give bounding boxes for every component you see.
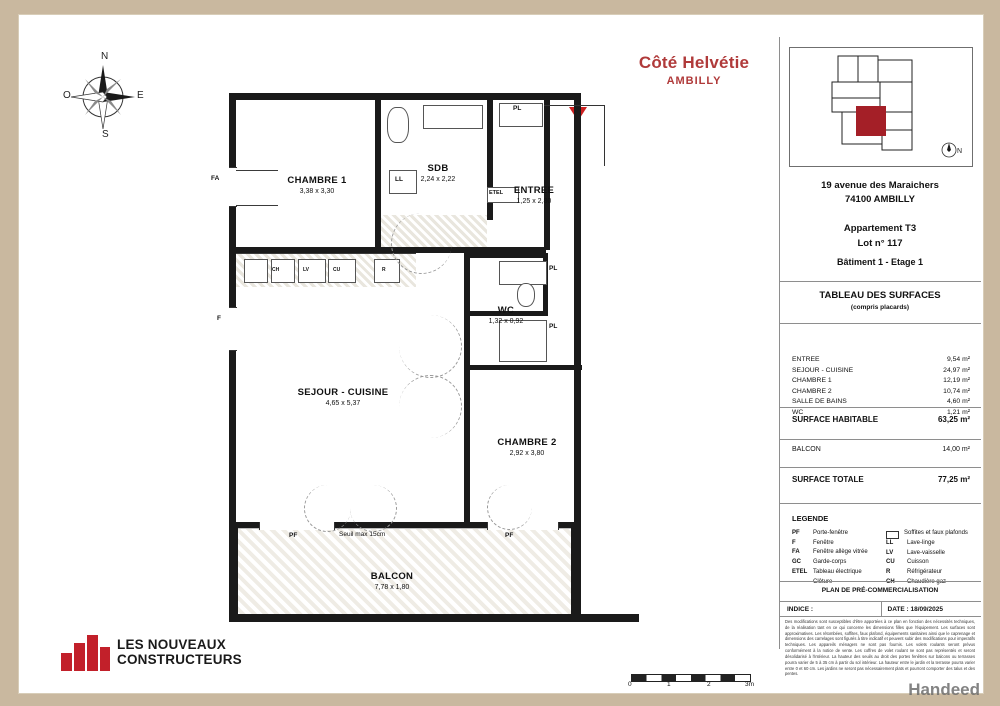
company-logo <box>59 633 289 675</box>
room-label-sejour-cuisine: SEJOUR - CUISINE 4,65 x 5,37 <box>297 387 389 407</box>
tag-ch: CH <box>272 267 280 273</box>
tag-r: R <box>382 267 386 273</box>
surface-list <box>792 355 970 418</box>
balcony-wall-left <box>229 522 238 622</box>
window-sejour <box>229 307 237 351</box>
door-swing-balcony-c <box>487 485 532 530</box>
toilet <box>517 283 535 307</box>
scale-bar-graphic <box>631 674 751 682</box>
tag-pl-2: PL <box>549 265 558 272</box>
room-label-chambre2: CHAMBRE 2 2,92 x 3,80 <box>497 437 557 457</box>
door-swing-balcony-b <box>350 485 397 532</box>
tag-f-left: F <box>217 315 221 322</box>
legend-item: ETEL Tableau électrique <box>792 568 862 575</box>
closet-line-1 <box>236 170 278 171</box>
address-line-1: 19 avenue des Maraichers <box>821 180 939 191</box>
apartment-info <box>781 221 979 251</box>
building-floor: Bâtiment 1 - Etage 1 <box>836 257 924 267</box>
door-swing-balcony-a <box>304 485 351 532</box>
surface-table-subtitle: (compris placards) <box>850 304 910 311</box>
logo-line-1: LES NOUVEAUX <box>117 637 226 652</box>
scale-tick-0: 0 <box>628 681 632 688</box>
room-label-sdb: SDB 2,24 x 2,22 <box>420 163 456 183</box>
soffit-swatch-icon <box>886 531 899 539</box>
wall-wc-top <box>470 253 548 258</box>
tag-pf-left: PF <box>289 532 298 539</box>
surface-row: CHAMBRE 2 10,74 m² <box>792 387 970 395</box>
disclaimer-text: Des modifications sont susceptibles d'être apportées à ce plan en fonction des nécessités techniques, de la réalisation tant en ce qui concerne les dimensions filles que l'équipement. Les surfaces sont approximatives. Les rétombées, soffites, faux plafond, équipements sanitaires ainsi que le caprenage et dimensions des carrelages sont figurés à titre indicatif et peuvent subir des modifications pour imperatifs techniques. Les appareils ménagers ne sont pas fournis. Les volets roulants seront prévus conformément à la notice de vente. Les coffres de volet roulant ne sont pas représentés et seront désolidarisé à l'intérieur. La hauteur des seuils au droit des portes fenêtres sur balcons ou terrasses pourra varier de 5 à 35 cm à partir du sol intérieur. La hauteur entre le jardin et la terrasse pourra varier entre 0 et 60 cm. Les jardins ne seront pas nécessairement plats et pourront comporter des talus et des pentes. <box>785 619 975 677</box>
kitchen-counter-edge <box>236 253 416 254</box>
surface-row: WC 1,21 m² <box>792 408 970 416</box>
brand-name: Côté Helvétie <box>638 53 750 72</box>
project-address <box>781 179 979 207</box>
plan-sheet <box>18 14 984 694</box>
scale-bar <box>619 667 769 689</box>
tag-fa: FA <box>211 175 220 182</box>
room-label-wc: WC 1,32 x 0,92 <box>488 305 524 325</box>
closet-hall-upper <box>499 261 547 285</box>
scale-tick-2: 2 <box>707 681 711 688</box>
surface-row: ENTREE 9,54 m² <box>792 356 970 363</box>
legend-block <box>792 529 972 588</box>
legend-column-right <box>886 529 972 588</box>
date-label: DATE : 18/09/2025 <box>881 602 982 616</box>
habitable-row: SURFACE HABITABLE 63,25 m² <box>792 415 970 424</box>
legend-item: R Réfrigérateur <box>886 569 943 576</box>
closet-line-2 <box>236 205 278 206</box>
window-chambre1 <box>229 167 237 207</box>
tag-cu: CU <box>333 267 341 273</box>
legend-item: LV Lave-vaisselle <box>886 549 946 556</box>
watermark: Handeed <box>908 680 980 699</box>
lot-number: Lot n° 117 <box>857 238 903 250</box>
balcony-row: BALCON 14,00 m² <box>792 446 970 453</box>
bathtub <box>423 105 483 129</box>
surface-row: SALLE DE BAINS 4,60 m² <box>792 398 970 406</box>
indice-label: INDICE : <box>787 605 813 613</box>
compass-north-label: N <box>101 51 109 62</box>
logo-blocks-icon <box>61 635 111 671</box>
washbasin <box>387 107 409 143</box>
wall-interior-v4 <box>464 253 470 523</box>
tag-etel: ETEL <box>489 190 504 196</box>
total-surface-row: SURFACE TOTALE 77,25 m² <box>792 475 970 484</box>
legend-title: LEGENDE <box>792 514 829 523</box>
surface-row: SEJOUR - CUISINE 24,97 m² <box>792 366 970 374</box>
legend-item: CU Cuisson <box>886 559 929 566</box>
legend-item: F Fenêtre <box>792 539 834 546</box>
door-swing-sdb <box>391 213 452 274</box>
balcony-wall-right <box>571 522 581 622</box>
kitchen-sink <box>244 259 268 283</box>
legend-item: FA Fenêtre allège vitrée <box>792 549 868 556</box>
legend-item: Soffites et faux plafonds <box>886 529 972 539</box>
apartment-type: Appartement T3 <box>843 223 917 234</box>
room-label-balcon: BALCON 7,78 x 1,80 <box>370 571 414 591</box>
legend-item: GC Garde-corps <box>792 559 847 566</box>
logo-line-2: CONSTRUCTEURS <box>117 652 242 667</box>
compass-east-label: E <box>137 90 144 101</box>
tag-pf-right: PF <box>505 532 514 539</box>
compass-south-label: S <box>102 129 109 140</box>
mini-map-north-icon <box>940 140 966 160</box>
tag-lv: LV <box>303 267 310 273</box>
mini-map-highlight <box>856 106 886 136</box>
entry-door-swing <box>544 105 605 166</box>
scale-tick-1: 1 <box>667 681 671 688</box>
tag-seuil: Seuil max 15cm <box>339 531 386 538</box>
legend-item: LL Lave-linge <box>886 540 935 546</box>
wall-wc-bottom <box>470 365 582 370</box>
tag-pl-3: PL <box>549 323 558 330</box>
surface-table-title: TABLEAU DES SURFACES <box>819 290 941 301</box>
legend-item <box>792 578 878 588</box>
tag-ll: LL <box>395 176 403 183</box>
plan-type-label: PLAN DE PRÉ-COMMERCIALISATION <box>821 587 939 594</box>
surface-row: CHAMBRE 1 12,19 m² <box>792 377 970 385</box>
legend-item: PF Porte-fenêtre <box>792 530 849 536</box>
compass-west-label: O <box>63 90 71 101</box>
brand-city: AMBILLY <box>666 75 722 87</box>
legend-column-left <box>792 529 878 588</box>
room-label-chambre1: CHAMBRE 1 3,38 x 3,30 <box>287 175 347 195</box>
room-label-entree: ENTREE 1,25 x 2,80 <box>513 185 555 205</box>
compass-rose <box>57 51 149 143</box>
closet-hall-lower <box>499 320 547 362</box>
floor-plan-drawing <box>199 75 759 645</box>
scale-tick-3: 3m <box>745 681 755 688</box>
wall-top <box>229 93 581 100</box>
indice-date-bar <box>779 601 981 617</box>
door-swing-chambre2 <box>399 315 462 378</box>
kitchen-fridge <box>374 259 400 283</box>
mini-site-map <box>789 47 973 167</box>
address-line-2: 74100 AMBILLY <box>844 193 916 205</box>
tag-pl-1: PL <box>513 105 522 112</box>
svg-text:N: N <box>957 148 963 155</box>
balcony-wall-bottom-ext <box>529 614 639 622</box>
